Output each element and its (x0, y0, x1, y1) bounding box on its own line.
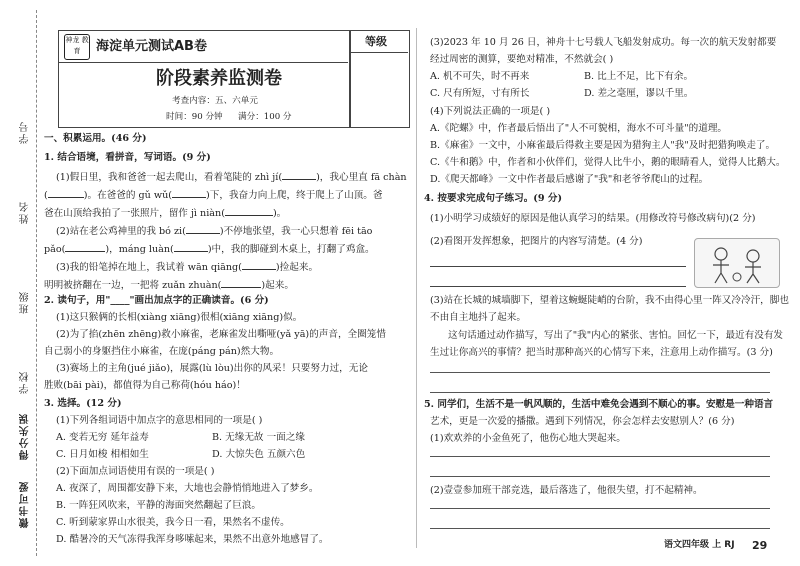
series-title: 海淀单元测试AB卷 (96, 39, 207, 54)
q2-line-2: (2)为了掐(zhēn zhēng)救小麻雀，老麻雀发出嘶哑(yǎ yā)的声音，全圈笼惜 (56, 329, 386, 340)
q4-sub-3a: (3)站在长城的城墙脚下，望着这蜿蜒陡峭的台阶，我不由得心里一阵又冷冷汗，脚也 (430, 295, 789, 306)
q3-2-option-b: B. 一阵狂风吹来，平静的海面突然翻起了巨浪。 (56, 500, 262, 511)
exam-scope: 考查内容：五、六单元 (172, 96, 258, 106)
q1-line-5: pǎo( )，máng luàn( )中，我的脚碰到木桌上，打翻了鸡盒。 (44, 244, 375, 255)
q5-sub-1: (1)欢欢养的小金鱼死了，他伤心地大哭起来。 (430, 433, 626, 444)
q3-sub-1: (1)下列各组词语中加点字的意思相同的一项是( ) (56, 415, 263, 426)
q4-sub-4b: 生过让你高兴的事情？把当时那种高兴的心情写下来，注意用上动作描写。(3 分) (430, 347, 773, 358)
r4-option-d: D.《爬天都峰》一文中作者最后感谢了"我"和老爷爷爬山的过程。 (430, 174, 709, 185)
question-5b: 艺术，更是一次爱的播撒。遇到下列情况，你会怎样去安慰别人？(6 分) (430, 416, 735, 427)
q1-line-3: 爸在山顶给我拍了一张照片，留作 jì niàn( )。 (44, 208, 287, 219)
sidebar-id-label: 学号 (20, 120, 31, 144)
q1-line-1: (1)假日里，我和爸爸一起去爬山，看着笔陡的 zhì jí( )，我心里直 fā chàn (56, 172, 407, 183)
exam-score: 满分：100 分 (238, 112, 292, 122)
r4-option-c: C.《牛和鹅》中，作者和小伙伴们，觉得人比牛小，鹅的眼睛看人，觉得人比鹅大。 (430, 157, 786, 168)
q1-line-6: (3)我的铅笔掉在地上，我试着 wān qiāng( )捡起来。 (56, 262, 319, 273)
q4-sub-1: (1)小明学习成绩好的原因是他认真学习的结果。(用修改符号修改病句)(2 分) (430, 213, 756, 224)
exam-time: 时间：90 分钟 (166, 112, 223, 122)
part-1-heading: 一、积累运用。(46 分) (44, 133, 147, 144)
sidebar-slogan-1: 得分失误 (20, 412, 31, 460)
q3-option-a: A. 变若无穷 延年益寿 (56, 432, 149, 443)
r4-option-b: B.《麻雀》一文中，小麻雀最后得救主要是因为猎狗主人"我"及时把猎狗唤走了。 (430, 140, 776, 151)
q4-sub-4a: 这句话通过动作描写，写出了"我"内心的紧张、害怕。回忆一下，最近有没有发 (448, 330, 784, 341)
q1-line-4: (2)站在老公鸡神里的我 bó zi( )不停地张望，我一心只想着 fēi tāo (56, 226, 373, 237)
sidebar-school-label: 学校 (20, 370, 31, 394)
answer-line-q5-1-b[interactable] (430, 476, 770, 477)
r4-option-a: A.《陀螺》中，作者最后悟出了"人不可貌相，海水不可斗量"的道理。 (430, 123, 728, 134)
sidebar-slogan-2: 微书可爱 (20, 480, 31, 528)
answer-line-q4-4-b[interactable] (430, 392, 770, 393)
q1-line-2: ( )。在爸爸的 gǔ wǔ( )下，我奋力向上爬，终于爬上了山顶。爸 (44, 190, 383, 201)
logo-icon: 神龙 教育 (64, 34, 90, 60)
question-1: 1. 结合语境，看拼音，写词语。(9 分) (44, 152, 211, 163)
question-4: 4. 按要求完成句子练习。(9 分) (424, 193, 562, 204)
footer-subject: 语文四年级 上 RJ (664, 540, 735, 550)
page-title: 阶段素养监测卷 (156, 68, 282, 89)
r-option-d: D. 差之毫厘，谬以千里。 (584, 88, 694, 99)
question-3: 3. 选择。(12 分) (44, 398, 122, 409)
answer-line-q4-2-b[interactable] (430, 286, 686, 287)
q4-sub-2: (2)看图开发挥想象，把图片的内容写清楚。(4 分) (430, 236, 643, 247)
q2-line-4: (3)赛场上的主角(jué jiǎo)，展露(lù lòu)出你的风采！只要努力过，无论 (56, 363, 368, 374)
q2-line-1: (1)这只猴俩的长相(xiàng xiāng)很相(xiāng xiāng)似。 (56, 312, 303, 323)
answer-line-q5-2-a[interactable] (430, 508, 770, 509)
page-number: 29 (752, 539, 768, 552)
kids-illustration (694, 238, 780, 288)
r-sub-4: (4)下列说法正确的一项是( ) (430, 106, 551, 117)
q3-option-c: C. 日月如梭 相相如生 (56, 449, 149, 460)
sidebar-name-label: 姓名 (20, 200, 31, 224)
grade-label: 等级 (365, 35, 387, 48)
q2-line-5: 胜败(bāi pài)，都值得为自己称荷(hóu háo)！ (44, 380, 246, 391)
answer-line-q5-2-b[interactable] (430, 528, 770, 529)
q4-sub-3b: 不由自主地抖了起来。 (430, 312, 526, 323)
r-option-a: A. 机不可失，时不再来 (430, 71, 530, 82)
q3-option-d: D. 大惊失色 五颜六色 (212, 449, 306, 460)
q2-line-3: 自己弱小的身躯挡住小麻雀，在庞(páng pán)然大物。 (44, 346, 280, 357)
r-option-c: C. 尺有所短，寸有所长 (430, 88, 530, 99)
question-5a: 5. 同学们，生活不是一帆风顺的，生活中难免会遇到不顺心的事。安慰是一种语言 (424, 399, 774, 410)
q3-sub-2: (2)下面加点词语使用有误的一项是( ) (56, 466, 215, 477)
q3-2-option-c: C. 听到蒙家界山水很美，我今日一看，果然名不虚传。 (56, 517, 290, 528)
q3-option-b: B. 无缘无故 一面之缘 (212, 432, 305, 443)
q1-line-7: 明明被挤翻在一边，一把将 zuǎn zhuàn( )起来。 (44, 280, 294, 291)
q5-sub-2: (2)壹壹参加班干部竞选，最后落选了，他很失望，打不起精神。 (430, 485, 703, 496)
r-line-2: 经过周密的测算，要绝对精准，不然就会( ) (430, 54, 614, 65)
binding-line (36, 10, 37, 556)
sidebar-class-label: 班级 (20, 290, 31, 314)
column-divider (416, 28, 417, 548)
q3-2-option-a: A. 夜深了，周围都安静下来，大地也会静悄悄地进入了梦乡。 (56, 483, 319, 494)
answer-line-q4-4-a[interactable] (430, 372, 770, 373)
q3-2-option-d: D. 酷暑冷的天气冻得我浑身哆嗦起来，果然不出意外地感冒了。 (56, 534, 329, 545)
r-option-b: B. 比上不足，比下有余。 (584, 71, 694, 82)
r-line-1: (3)2023 年 10 月 26 日，神舟十七号载人飞船发射成功。每一次的航天发射都要 (430, 37, 777, 48)
answer-line-q4-2-a[interactable] (430, 266, 686, 267)
question-2: 2. 读句子，用"____"画出加点字的正确读音。(6 分) (44, 295, 269, 306)
answer-line-q5-1-a[interactable] (430, 456, 770, 457)
